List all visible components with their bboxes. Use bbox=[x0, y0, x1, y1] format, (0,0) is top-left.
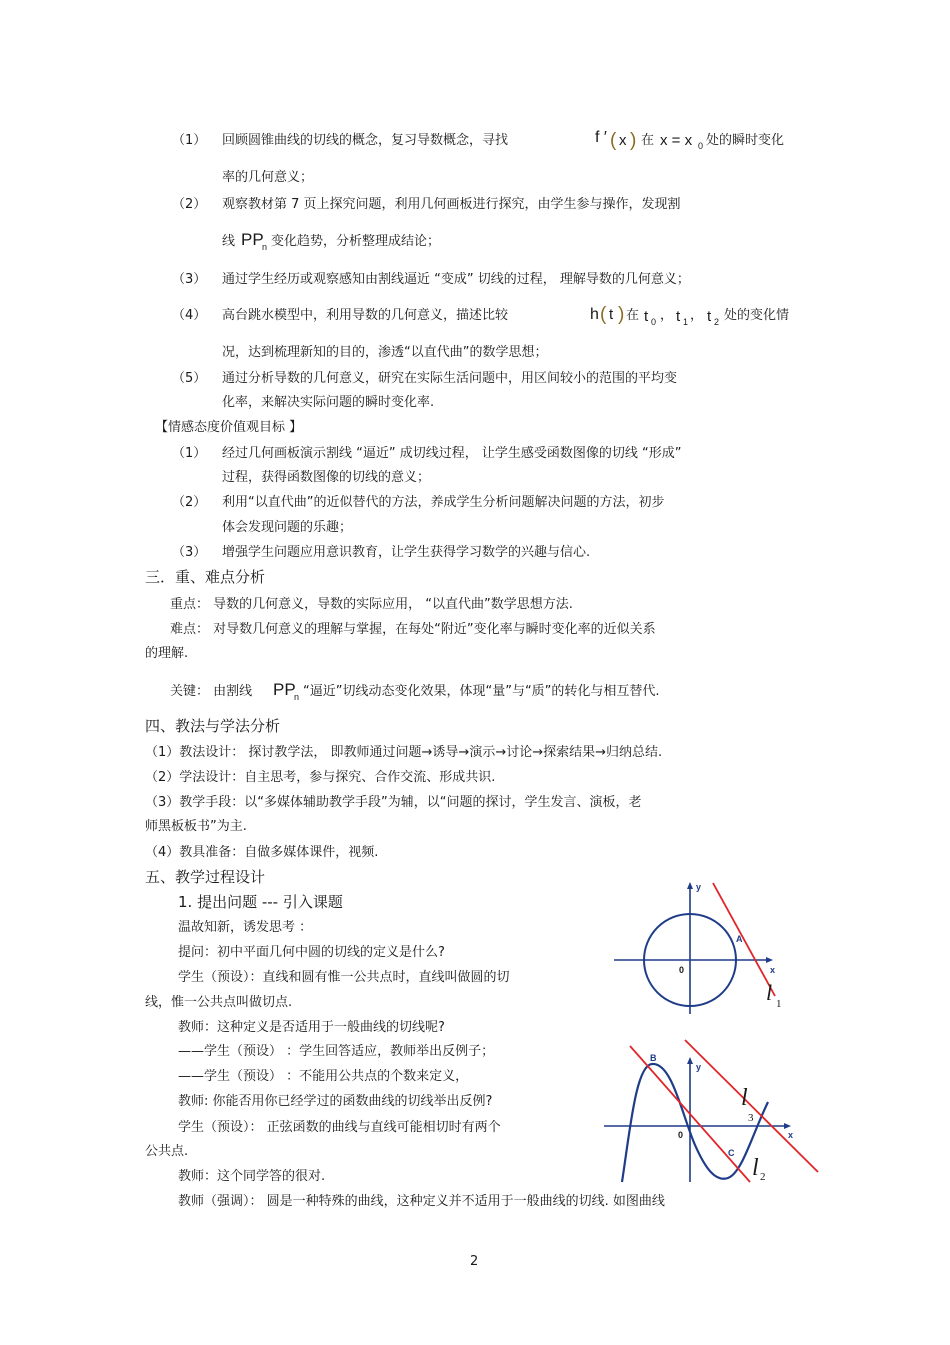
figure1-point-a-label: A bbox=[736, 934, 743, 944]
goal-5-line2: 化率，来解决实际问题的瞬时变化率. bbox=[222, 395, 435, 410]
goal-2-line2-post: 变化趋势，分析整理成结论； bbox=[271, 234, 441, 249]
goal-3-number: （3） bbox=[172, 272, 207, 287]
math-paren-right: ) bbox=[630, 130, 637, 151]
math-sub-n: n bbox=[262, 242, 268, 252]
para-7: 教师: 你能否用你已经学过的函数曲线的切线举出反例? bbox=[178, 1094, 493, 1109]
circle-tangent-figure bbox=[610, 880, 810, 1020]
math-t2: t bbox=[707, 308, 712, 325]
figure2-point-c-label: C bbox=[728, 1148, 735, 1158]
math-sub-t2: 2 bbox=[714, 317, 720, 327]
crux-pre: 关键： 由割线 bbox=[170, 684, 253, 699]
emotion-2-text: 利用“以直代曲”的近似替代的方法，养成学生分析问题解决问题的方法，初步 bbox=[222, 495, 665, 510]
method-3-line2: 师黑板板书”为主. bbox=[145, 819, 247, 834]
goal-2-line2-pre: 线 bbox=[222, 234, 236, 249]
figure2-point-b-label: B bbox=[650, 1053, 657, 1063]
figure2-y-arrow bbox=[687, 1057, 693, 1064]
goal-5-number: （5） bbox=[172, 371, 207, 386]
figure1-y-arrow bbox=[687, 882, 693, 889]
method-3: （3）教学手段：以“多媒体辅助教学手段”为辅，以“问题的探讨，学生发言、演板，老 bbox=[145, 795, 642, 810]
para-2: 提问：初中平面几何中圆的切线的定义是什么? bbox=[178, 945, 445, 960]
method-1: （1）教法设计： 探讨教学法， 即教师通过问题→诱导→演示→讨论→探索结果→归纳总结. bbox=[145, 745, 663, 760]
goal-1-tail: 处的瞬时变化 bbox=[706, 133, 785, 148]
emotion-2-line2: 体会发现问题的乐趣； bbox=[222, 520, 353, 535]
para-8: 学生（预设）： 正弦函数的曲线与直线可能相切时有两个 bbox=[178, 1120, 501, 1135]
para-3-line2: 线，惟一公共点叫做切点. bbox=[145, 995, 293, 1010]
figure2-l2-sub: 2 bbox=[760, 1171, 766, 1183]
para-8-line2: 公共点. bbox=[145, 1144, 189, 1159]
key-points: 重点： 导数的几何意义，导数的实际应用， “以直代曲”数学思想方法. bbox=[170, 597, 573, 612]
emotion-heading: 【情感态度价值观目标 】 bbox=[155, 420, 303, 435]
math-comma-2: ， bbox=[690, 308, 704, 323]
difficult-points: 难点： 对导数几何意义的理解与掌握，在每处“附近”变化率与瞬时变化率的近似关系 bbox=[170, 622, 656, 637]
figure2-l3-label: l bbox=[741, 1085, 748, 1111]
sine-tangent-figure bbox=[600, 1040, 830, 1190]
figure2-sine-curve bbox=[622, 1064, 768, 1182]
para-10: 教师（强调）： 圆是一种特殊的曲线，这种定义并不适用于一般曲线的切线. 如图曲线 bbox=[178, 1194, 665, 1209]
emotion-1-text: 经过几何画板演示割线 “逼近” 成切线过程， 让学生感受函数图像的切线 “形成” bbox=[222, 446, 682, 461]
emotion-3-number: （3） bbox=[172, 545, 207, 560]
figure1-y-label: y bbox=[696, 882, 702, 892]
math-pp: PP bbox=[241, 230, 264, 249]
goal-5-text: 通过分析导数的几何意义，研究在实际生活问题中，用区间较小的范围的平均变 bbox=[222, 371, 678, 386]
figure2-y-label: y bbox=[696, 1062, 702, 1072]
figure1-x-label: x bbox=[770, 965, 776, 975]
math-sub-t0: 0 bbox=[651, 317, 657, 327]
figure1-line-label: l bbox=[766, 980, 773, 1005]
goal-1-number: （1） bbox=[172, 133, 207, 148]
crux-sub-n: n bbox=[294, 692, 300, 702]
goal-2-number: （2） bbox=[172, 197, 207, 212]
para-5: ——学生（预设） ：学生回答适应，教师举出反例子； bbox=[178, 1044, 495, 1059]
figure1-x-arrow bbox=[766, 957, 773, 963]
goal-4-number: （4） bbox=[172, 308, 207, 323]
math-t1: t bbox=[676, 308, 681, 325]
figure1-line-sub: 1 bbox=[776, 998, 782, 1010]
para-1: 温故知新，诱发思考 ： bbox=[178, 920, 313, 935]
section-4-heading: 四、教法与学法分析 bbox=[145, 717, 281, 735]
math-sub-t1: 1 bbox=[683, 317, 689, 327]
math-t0: t bbox=[644, 308, 649, 325]
para-3: 学生（预设）：直线和圆有惟一公共点时，直线叫做圆的切 bbox=[178, 970, 510, 985]
goal-1-line2: 率的几何意义； bbox=[222, 170, 314, 185]
figure2-origin-label: 0 bbox=[678, 1130, 684, 1140]
math-paren-left: ( bbox=[610, 130, 617, 151]
para-6: ——学生（预设） ：不能用公共点的个数来定义， bbox=[178, 1069, 469, 1084]
figure2-l3-sub: 3 bbox=[748, 1112, 754, 1124]
emotion-2-number: （2） bbox=[172, 495, 207, 510]
math-h: h bbox=[590, 306, 599, 323]
figure1-origin-label: 0 bbox=[679, 965, 685, 975]
para-9: 教师：这个同学答的很对. bbox=[178, 1169, 326, 1184]
emotion-1-line2: 过程，获得函数图像的切线的意义； bbox=[222, 470, 431, 485]
figure2-tangent-l3 bbox=[685, 1040, 818, 1172]
figure2-x-arrow bbox=[784, 1123, 791, 1129]
goal-3-text: 通过学生经历或观察感知由割线逼近 “变成” 切线的过程， 理解导数的几何意义； bbox=[222, 272, 690, 287]
math-paren-left-h: ( bbox=[600, 304, 607, 325]
figure2-x-label: x bbox=[788, 1130, 794, 1140]
math-t: t bbox=[609, 306, 614, 323]
method-4: （4）教具准备：自做多媒体课件，视频. bbox=[145, 845, 379, 860]
emotion-1-number: （1） bbox=[172, 446, 207, 461]
section-3-heading: 三．重、难点分析 bbox=[145, 568, 266, 586]
math-sub-0: 0 bbox=[698, 141, 704, 151]
math-zai-h: 在 bbox=[626, 308, 640, 323]
figure2-l2-label: l bbox=[752, 1155, 759, 1181]
emotion-3-text: 增强学生问题应用意识教育，让学生获得学习数学的兴趣与信心. bbox=[222, 545, 591, 560]
crux-pp: PP bbox=[273, 680, 296, 699]
page-number: 2 bbox=[470, 1254, 479, 1269]
difficult-points-line2: 的理解. bbox=[145, 646, 189, 661]
math-x: x bbox=[619, 132, 627, 149]
goal-2-text: 观察教材第 7 页上探究问题，利用几何画板进行探究，由学生参与操作，发现割 bbox=[222, 197, 681, 212]
math-paren-right-h: ) bbox=[618, 304, 625, 325]
crux-post: “逼近”切线动态变化效果，体现“量”与“质”的转化与相互替代. bbox=[303, 684, 660, 699]
goal-1-text: 回顾圆锥曲线的切线的概念，复习导数概念，寻找 bbox=[222, 133, 509, 148]
section-5-heading: 五、教学过程设计 bbox=[145, 868, 266, 886]
section-5-subheading: 1. 提出问题 --- 引入课题 bbox=[178, 893, 343, 911]
goal-4-tail: 处的变化情 bbox=[724, 308, 790, 323]
para-4: 教师：这种定义是否适用于一般曲线的切线呢? bbox=[178, 1020, 445, 1035]
math-x-eq: x = x bbox=[660, 132, 693, 149]
goal-4-text: 高台跳水模型中，利用导数的几何意义，描述比较 bbox=[222, 308, 509, 323]
math-f-prime: f ′ bbox=[595, 129, 607, 146]
math-comma-1: ， bbox=[660, 308, 674, 323]
goal-4-line2: 况，达到梳理新知的目的，渗透“以直代曲”的数学思想； bbox=[222, 345, 548, 360]
method-2: （2）学法设计：自主思考，参与探究、合作交流、形成共识. bbox=[145, 770, 496, 785]
math-zai: 在 bbox=[641, 133, 655, 148]
